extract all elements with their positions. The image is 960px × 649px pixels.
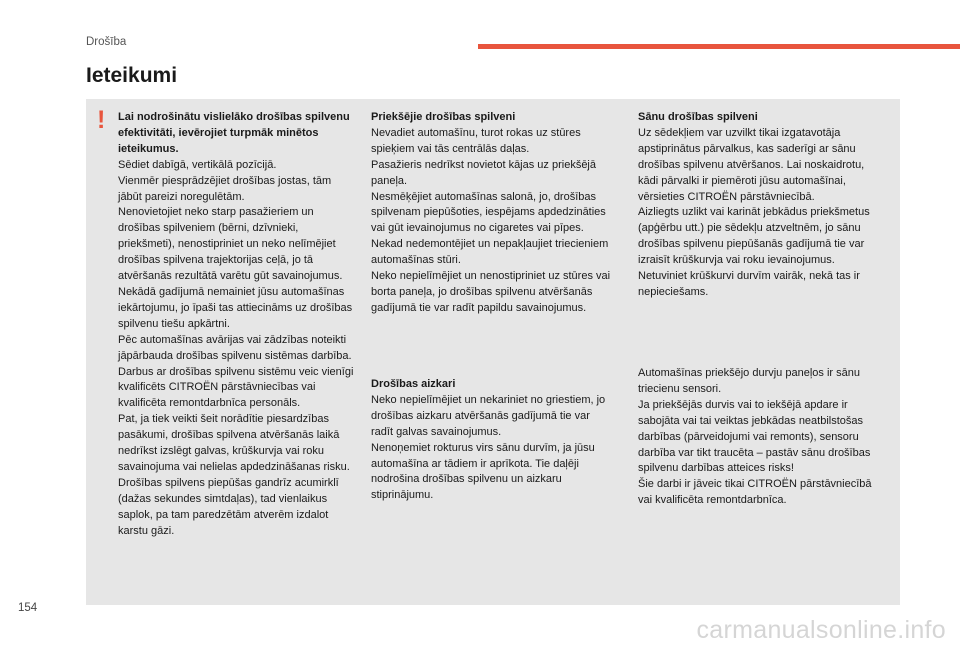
general-advice-text: Sēdiet dabīgā, vertikālā pozīcijā. Vienmēr piesprādzējiet drošības jostas, tām jābūt pareizi noregulētām. Nenovietojiet neko starp pasažieriem un drošības spilveniem (bērni, dzīvnieki, priekšmeti), nenostipriniet un neko nelīmējiet drošības spilvena trajektorijas ceļā, jo tā atvēršanās rezultātā varētu gūt savainojumus. Nekādā gadījumā nemainiet jūsu automašīnas iekārtojumu, jo īpaši tas attiecināms uz drošības spilvenu tiešu apkārtni. Pēc automašīnas avārijas vai zādzības noteikti jāpārbauda drošības spilvenu sistēmas darbība. Darbus ar drošības spilvenu sistēmu veic vienīgi kvalificēts CITROËN pārstāvniecības vai kvalificēta remontdarbnīca personāls. Pat, ja tiek veikti šeit norādītie piesardzības pasākumi, drošības spilvena atvēršanās laikā nedrīkst izslēgt galvas, krūškurvja vai roku savainojuma vai nelielas apdedzināšanas risku. Drošības spilvens piepūšas gandrīz acumirklī (dažas sekundes simtdaļas), tad vienlaikus saplok, pa tam paredzētām atverēm izdalot karstu gāzi.: [118, 158, 354, 537]
warning-exclamation-icon: !: [97, 106, 106, 134]
intro-text: Lai nodrošinātu vislielāko drošības spilvenu efektivitāti, ievērojiet turpmāk minētos ieteikumus.: [118, 111, 350, 155]
watermark: carmanualsonline.info: [696, 616, 946, 644]
side-sensors-text: Automašīnas priekšējo durvju paneļos ir sānu triecienu sensori. Ja priekšējās durvis vai to iekšējā apdare ir sabojāta vai tai veiktas jebkādas neatbilstošas darbības (pārveidojumi vai remonts), sensoru darbība var tikt traucēta – pastāv sānu drošības spilvenu darbības atteices risks! Šie darbi ir jāveic tikai CITROËN pārstāvniecībā vai kvalificēta remontdarbnīca.: [638, 367, 872, 507]
side-airbags-heading: Sānu drošības spilveni: [638, 111, 758, 123]
column-side-airbags: [638, 110, 884, 301]
side-airbags-text: Uz sēdekļiem var uzvilkt tikai izgatavotāja apstiprinātus pārvalkus, kas saderīgi ar sānu drošības spilvenu atvēršanos. Lai noskaidrotu, kādi pārvalki ir piemēroti jūsu automašīnai, vērsieties CITROËN pārstāvniecībā. Aizliegts uzlikt vai karināt jebkādus priekšmetus (apģērbu utt.) pie sēdekļu atzveltnēm, jo sānu drošības spilvenu piepūšanās gadījumā tie var izraisīt krūškurvja vai roku ievainojumus. Netuviniet krūškurvi durvīm vairāk, nekā tas ir nepieciešams.: [638, 126, 870, 298]
page-title: Ieteikumi: [86, 64, 178, 87]
curtain-airbags-heading: Drošības aizkari: [371, 378, 456, 390]
section-label: Drošība: [86, 36, 127, 48]
front-airbags-text: Nevadiet automašīnu, turot rokas uz stūres spieķiem vai tās centrālās daļas. Pasažieris nedrīkst novietot kājas uz priekšējā paneļa. Nesmēķējiet automašīnas salonā, jo, drošības spilvenam piepūšoties, iespējams apdedzināties vai gūt ievainojumus no cigaretes vai pīpes. Nekad nedemontējiet un nepakļaujiet triecieniem automašīnas stūri. Neko nepielīmējiet un nenostipriniet uz stūres vai borta paneļa, jo drošības spilvenu atvēršanās gadījumā tie var radīt papildu savainojumus.: [371, 126, 611, 314]
page-number: 154: [18, 602, 38, 614]
front-airbags-heading: Priekšējie drošības spilveni: [371, 111, 516, 123]
header-accent-bar: [478, 44, 960, 49]
column-general-advice: [118, 110, 358, 539]
column-curtain-airbags: [371, 377, 611, 504]
column-front-airbags: [371, 110, 611, 317]
column-side-sensors: [638, 366, 884, 509]
curtain-airbags-text: Neko nepielīmējiet un nekariniet no griestiem, jo drošības aizkaru atvēršanās gadījumā tie var radīt galvas savainojumus. Nenoņemiet rokturus virs sānu durvīm, ja jūsu automašīna ar tādiem ir aprīkota. Tie daļēji nodrošina drošības spilvenu un aizkaru stiprinājumu.: [371, 393, 606, 502]
